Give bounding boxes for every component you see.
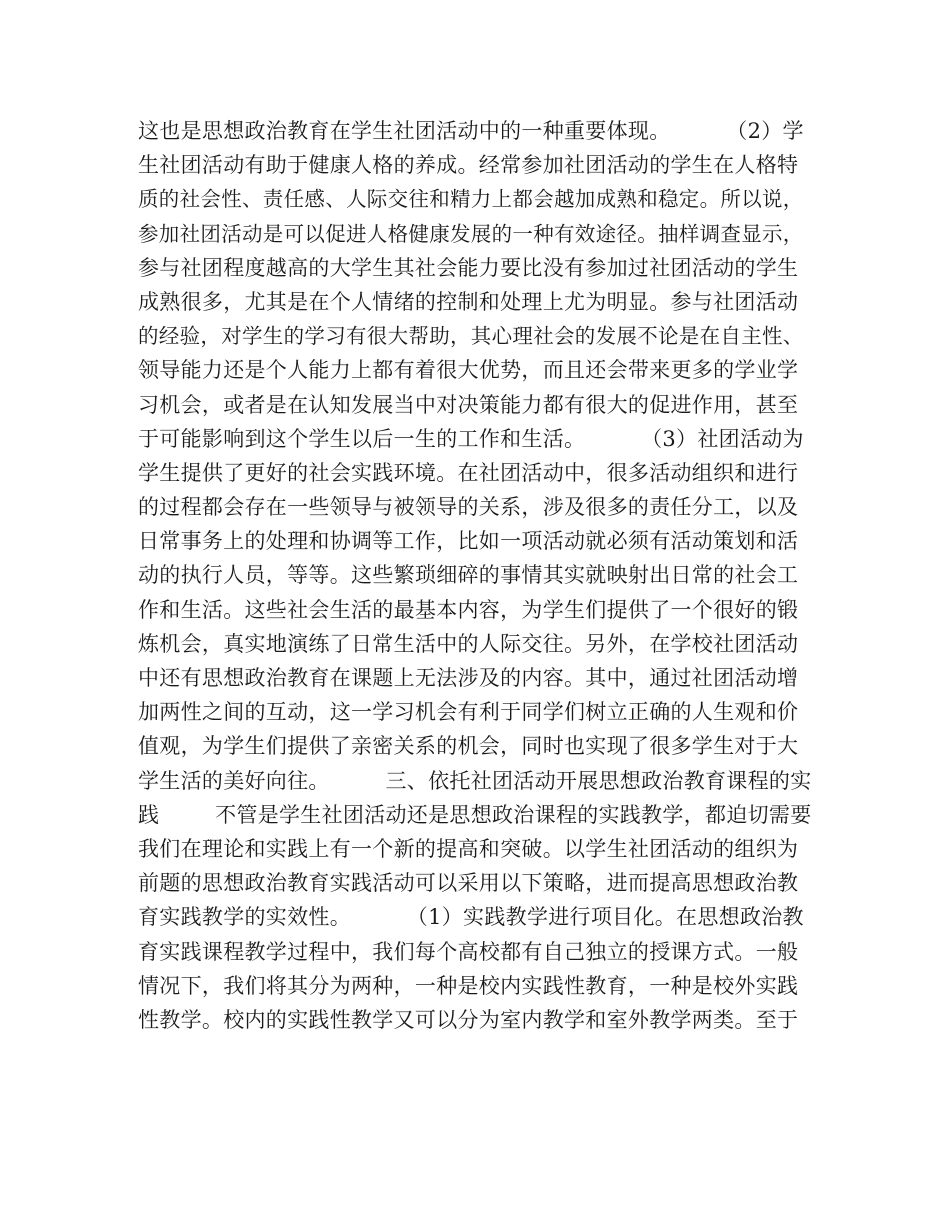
text-line: 这也是思想政治教育在学生社团活动中的一种重要体现。 （2）学 (138, 119, 804, 143)
text-line: 生社团活动有助于健康人格的养成。经常参加社团活动的学生在人格特 (138, 153, 799, 178)
text-line: 育实践教学的实效性。 （1）实践教学进行项目化。在思想政治教 (138, 905, 804, 930)
text-line: 值观，为学生们提供了亲密关系的机会，同时也实现了很多学生对于大 (138, 734, 799, 759)
text-line: 情况下，我们将其分为两种，一种是校内实践性教育，一种是校外实践 (138, 973, 799, 998)
text-line: 日常事务上的处理和协调等工作，比如一项活动就必须有活动策划和活 (138, 529, 799, 554)
text-line: 践 不管是学生社团活动还是思想政治课程的实践教学，都迫切需要 (138, 802, 812, 827)
text-line: 的过程都会存在一些领导与被领导的关系，涉及很多的责任分工，以及 (138, 495, 799, 520)
text-line: 习机会，或者是在认知发展当中对决策能力都有很大的促进作用，甚至 (138, 392, 799, 417)
text-line: 加两性之间的互动，这一学习机会有利于同学们树立正确的人生观和价 (138, 700, 799, 725)
text-line: 于可能影响到这个学生以后一生的工作和生活。 （3）社团活动为 (138, 426, 804, 451)
text-line: 质的社会性、责任感、人际交往和精力上都会越加成熟和稳定。所以说， (138, 187, 804, 212)
text-line: 中还有思想政治教育在课题上无法涉及的内容。其中，通过社团活动增 (138, 666, 799, 690)
text-line: 学生活的美好向往。 三、依托社团活动开展思想政治教育课程的实 (138, 768, 812, 793)
text-line: 育实践课程教学过程中，我们每个高校都有自己独立的授课方式。一般 (138, 939, 799, 964)
text-line: 动的执行人员，等等。这些繁琐细碎的事情其实就映射出日常的社会工 (138, 563, 799, 588)
text-line: 我们在理论和实践上有一个新的提高和突破。以学生社团活动的组织为 (138, 836, 799, 861)
text-line: 前题的思想政治教育实践活动可以采用以下策略，进而提高思想政治教 (138, 871, 799, 896)
text-line: 参与社团程度越高的大学生其社会能力要比没有参加过社团活动的学生 (138, 255, 799, 280)
text-line: 炼机会，真实地演练了日常生活中的人际交往。另外，在学校社团活动 (138, 631, 799, 656)
text-line: 成熟很多，尤其是在个人情绪的控制和处理上尤为明显。参与社团活动 (138, 289, 799, 314)
text-line: 领导能力还是个人能力上都有着很大优势，而且还会带来更多的学业学 (138, 358, 799, 383)
text-line: 作和生活。这些社会生活的最基本内容，为学生们提供了一个很好的锻 (138, 597, 799, 622)
body-text (138, 114, 818, 1037)
text-line: 性教学。校内的实践性教学又可以分为室内教学和室外教学两类。至于 (138, 1007, 799, 1032)
text-line: 学生提供了更好的社会实践环境。在社团活动中，很多活动组织和进行 (138, 460, 799, 485)
text-line: 的经验，对学生的学习有很大帮助，其心理社会的发展不论是在自主性、 (138, 324, 804, 349)
text-line: 参加社团活动是可以促进人格健康发展的一种有效途径。抽样调查显示， (138, 221, 804, 246)
